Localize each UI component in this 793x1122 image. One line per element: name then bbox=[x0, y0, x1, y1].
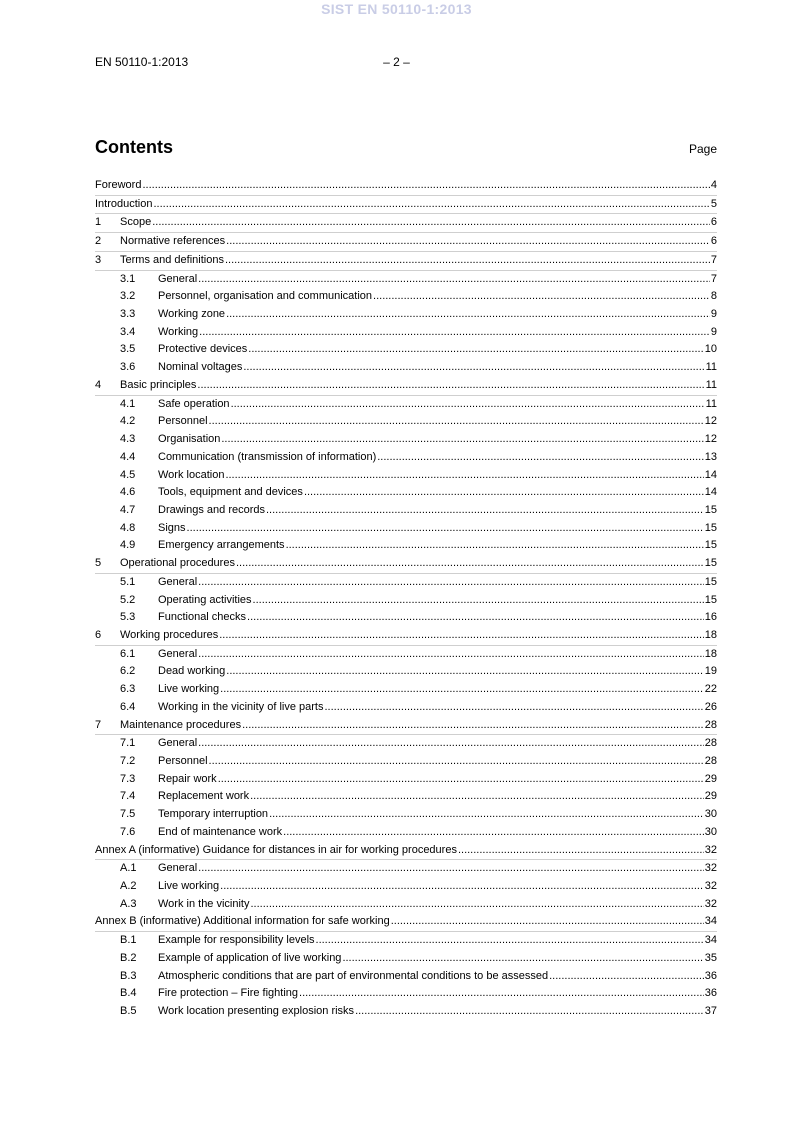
dot-leader bbox=[242, 717, 704, 734]
dot-leader bbox=[142, 177, 709, 194]
toc-entry-number: 7 bbox=[95, 718, 102, 731]
contents-heading: Contents bbox=[95, 137, 173, 157]
toc-entry-title: Emergency arrangements bbox=[158, 539, 285, 552]
toc-entry[interactable] bbox=[95, 699, 717, 717]
toc-entry-page: 8 bbox=[710, 290, 717, 303]
dot-leader bbox=[226, 233, 710, 250]
dot-leader bbox=[373, 288, 710, 305]
toc-entry-page: 7 bbox=[710, 253, 717, 266]
toc-entry-number: 4.5 bbox=[120, 468, 136, 481]
toc-entry[interactable] bbox=[95, 609, 717, 627]
dot-leader bbox=[221, 431, 703, 448]
toc-entry-title: Live working bbox=[158, 880, 220, 893]
toc-entry-title: Working bbox=[158, 325, 199, 338]
toc-entry-number: 2 bbox=[95, 235, 102, 248]
toc-entry-number: B.3 bbox=[120, 969, 137, 982]
toc-entry-page: 6 bbox=[710, 235, 717, 248]
toc-entry-number: 7.3 bbox=[120, 772, 136, 785]
document-id: EN 50110-1:2013 bbox=[95, 55, 189, 69]
dot-leader bbox=[458, 842, 704, 859]
dot-leader bbox=[187, 520, 704, 537]
toc-entry-page: 9 bbox=[710, 325, 717, 338]
toc-entry-page: 11 bbox=[705, 397, 717, 410]
dot-leader bbox=[316, 932, 704, 949]
toc-entry-number: 4.1 bbox=[120, 397, 136, 410]
toc-entry-number: 1 bbox=[95, 216, 102, 229]
toc-entry-title: Nominal voltages bbox=[158, 361, 243, 374]
watermark: SIST EN 50110-1:2013 bbox=[321, 1, 472, 17]
toc-entry-number: B.2 bbox=[120, 951, 137, 964]
toc-entry-page: 11 bbox=[705, 378, 717, 391]
dot-leader bbox=[253, 592, 704, 609]
toc-entry[interactable] bbox=[95, 537, 717, 555]
dot-leader bbox=[197, 377, 704, 394]
toc-entry-number: 4.3 bbox=[120, 433, 136, 446]
toc-entry-page: 26 bbox=[704, 700, 717, 713]
toc-entry-number: A.2 bbox=[120, 880, 137, 893]
toc-entry-title: Replacement work bbox=[158, 790, 250, 803]
toc-entry-number: 3.6 bbox=[120, 361, 136, 374]
toc-entry-page: 35 bbox=[704, 951, 717, 964]
toc-entry-title: Repair work bbox=[158, 772, 217, 785]
dot-leader bbox=[219, 627, 704, 644]
dot-leader bbox=[225, 252, 710, 269]
dot-leader bbox=[269, 806, 704, 823]
toc-entry-title: Work location bbox=[158, 468, 225, 481]
toc-entry-number: B.5 bbox=[120, 1005, 137, 1018]
toc-entry-title: General bbox=[158, 737, 198, 750]
toc-entry-number: 4.7 bbox=[120, 503, 136, 516]
dot-leader bbox=[198, 646, 704, 663]
dot-leader bbox=[198, 574, 704, 591]
dot-leader bbox=[266, 502, 704, 519]
toc-entry-title: Fire protection – Fire fighting bbox=[158, 987, 299, 1000]
toc-entry-page: 32 bbox=[704, 862, 717, 875]
toc-entry-title: Organisation bbox=[158, 433, 221, 446]
dot-leader bbox=[391, 913, 704, 930]
toc-entry[interactable] bbox=[95, 271, 717, 289]
dot-leader bbox=[209, 753, 704, 770]
toc-entry[interactable] bbox=[95, 806, 717, 824]
toc-entry[interactable] bbox=[95, 196, 717, 215]
toc-entry-title: Personnel bbox=[158, 755, 208, 767]
toc-entry-page: 15 bbox=[704, 575, 717, 588]
toc-entry[interactable] bbox=[95, 753, 717, 771]
toc-entry-page: 5 bbox=[710, 197, 717, 210]
toc-entry-title: Terms and definitions bbox=[120, 253, 224, 266]
toc-entry-page: 15 bbox=[704, 593, 717, 606]
page-column-label: Page bbox=[688, 142, 717, 156]
dot-leader bbox=[199, 324, 710, 341]
toc-entry-title: Example for responsibility levels bbox=[158, 934, 315, 947]
toc-entry-page: 14 bbox=[704, 486, 717, 499]
toc-entry[interactable] bbox=[95, 288, 717, 306]
toc-entry-page: 14 bbox=[704, 468, 717, 481]
dot-leader bbox=[225, 467, 703, 484]
toc-entry-number: 3.3 bbox=[120, 308, 136, 321]
toc-entry-number: 3.5 bbox=[120, 343, 136, 356]
toc-entry-page: 6 bbox=[710, 216, 717, 229]
toc-entry-title: Annex A (informative) Guidance for distances in air for working procedures bbox=[95, 843, 457, 856]
toc-entry[interactable] bbox=[95, 467, 717, 485]
dot-leader bbox=[355, 1003, 704, 1020]
toc-entry-page: 36 bbox=[704, 987, 717, 1000]
toc-entry-page: 12 bbox=[704, 415, 717, 428]
toc-entry-page: 22 bbox=[704, 683, 717, 696]
toc-entry-page: 30 bbox=[704, 808, 717, 821]
toc-entry-number: A.1 bbox=[120, 862, 137, 875]
table-of-contents bbox=[95, 177, 717, 1021]
toc-entry[interactable] bbox=[95, 717, 717, 736]
toc-entry-title: Working in the vicinity of live parts bbox=[158, 700, 324, 713]
toc-entry[interactable] bbox=[95, 252, 717, 271]
toc-entry-title: Working procedures bbox=[120, 628, 219, 641]
dot-leader bbox=[226, 663, 703, 680]
toc-entry-title: General bbox=[158, 272, 198, 285]
toc-entry-title: Live working bbox=[158, 683, 220, 696]
toc-entry-number: 4.2 bbox=[120, 415, 136, 428]
toc-entry-page: 34 bbox=[704, 915, 717, 928]
toc-entry[interactable] bbox=[95, 985, 717, 1003]
toc-entry-number: 7.6 bbox=[120, 825, 136, 838]
toc-entry-title: Operating activities bbox=[158, 593, 252, 606]
toc-entry-title: Tools, equipment and devices bbox=[158, 486, 303, 499]
dot-leader bbox=[299, 985, 704, 1002]
toc-entry-number: 5.2 bbox=[120, 593, 136, 606]
toc-entry-title: Personnel, organisation and communication bbox=[158, 290, 373, 303]
toc-entry[interactable] bbox=[95, 592, 717, 610]
dot-leader bbox=[251, 896, 704, 913]
toc-entry-number: 6.2 bbox=[120, 665, 136, 678]
toc-entry-title: Dead working bbox=[158, 665, 226, 678]
toc-entry-number: 4.8 bbox=[120, 521, 136, 534]
dot-leader bbox=[209, 413, 704, 430]
toc-entry[interactable] bbox=[95, 574, 717, 592]
toc-entry-number: 7.4 bbox=[120, 790, 136, 803]
toc-entry-page: 15 bbox=[704, 557, 717, 570]
toc-entry-page: 32 bbox=[704, 843, 717, 856]
dot-leader bbox=[220, 681, 704, 698]
toc-entry-title: Work in the vicinity bbox=[158, 897, 250, 910]
toc-entry-title: Work location presenting explosion risks bbox=[158, 1005, 355, 1018]
toc-entry[interactable] bbox=[95, 788, 717, 806]
toc-entry-title: Foreword bbox=[95, 179, 142, 191]
toc-entry-page: 16 bbox=[704, 611, 717, 624]
page-number: – 2 – bbox=[383, 55, 410, 69]
toc-entry-number: 4.4 bbox=[120, 450, 136, 463]
dot-leader bbox=[243, 359, 704, 376]
dot-leader bbox=[304, 484, 704, 501]
toc-entry-number: 6.1 bbox=[120, 647, 136, 660]
toc-entry-number: 5.1 bbox=[120, 575, 136, 588]
toc-entry[interactable] bbox=[95, 214, 717, 233]
toc-entry-title: Drawings and records bbox=[158, 503, 265, 516]
toc-entry-title: Atmospheric conditions that are part of environmental conditions to be assessed bbox=[158, 969, 549, 982]
dot-leader bbox=[377, 449, 704, 466]
toc-entry-title: Operational procedures bbox=[120, 557, 235, 570]
toc-entry[interactable] bbox=[95, 896, 717, 914]
toc-entry-page: 11 bbox=[705, 361, 717, 374]
toc-entry-title: Temporary interruption bbox=[158, 808, 269, 821]
toc-entry-page: 13 bbox=[704, 450, 717, 463]
toc-entry-title: General bbox=[158, 575, 198, 588]
dot-leader bbox=[152, 214, 710, 231]
toc-entry[interactable] bbox=[95, 341, 717, 359]
toc-entry[interactable] bbox=[95, 681, 717, 699]
dot-leader bbox=[198, 271, 710, 288]
toc-entry[interactable] bbox=[95, 449, 717, 467]
toc-entry-title: Maintenance procedures bbox=[120, 718, 242, 731]
toc-entry[interactable] bbox=[95, 1003, 717, 1021]
toc-entry-page: 9 bbox=[710, 308, 717, 321]
toc-entry[interactable] bbox=[95, 932, 717, 950]
toc-entry[interactable] bbox=[95, 413, 717, 431]
dot-leader bbox=[324, 699, 703, 716]
toc-entry[interactable] bbox=[95, 431, 717, 449]
toc-entry[interactable] bbox=[95, 177, 717, 196]
toc-entry[interactable] bbox=[95, 735, 717, 753]
toc-entry-title: General bbox=[158, 862, 198, 875]
toc-entry-number: 3.2 bbox=[120, 290, 136, 303]
dot-leader bbox=[342, 950, 703, 967]
toc-entry-page: 32 bbox=[704, 897, 717, 910]
toc-entry-number: 4 bbox=[95, 378, 102, 391]
toc-entry-page: 30 bbox=[704, 825, 717, 838]
toc-entry-page: 36 bbox=[704, 969, 717, 982]
toc-entry-page: 10 bbox=[704, 343, 717, 356]
dot-leader bbox=[286, 537, 704, 554]
toc-entry-title: Working zone bbox=[158, 308, 226, 321]
toc-entry-number: B.1 bbox=[120, 934, 137, 947]
toc-entry[interactable] bbox=[95, 396, 717, 414]
toc-entry-page: 32 bbox=[704, 880, 717, 893]
toc-entry-title: Annex B (informative) Additional information for safe working bbox=[95, 915, 390, 928]
toc-entry-number: 3 bbox=[95, 253, 102, 266]
dot-leader bbox=[218, 771, 704, 788]
toc-entry[interactable] bbox=[95, 842, 717, 861]
dot-leader bbox=[198, 735, 704, 752]
dot-leader bbox=[198, 860, 704, 877]
toc-entry-page: 12 bbox=[704, 433, 717, 446]
toc-entry-title: Basic principles bbox=[120, 378, 197, 391]
toc-entry-title: End of maintenance work bbox=[158, 825, 283, 838]
toc-entry[interactable] bbox=[95, 359, 717, 377]
toc-entry-page: 28 bbox=[704, 718, 717, 731]
toc-entry[interactable] bbox=[95, 377, 717, 396]
toc-entry[interactable] bbox=[95, 520, 717, 538]
toc-entry-page: 28 bbox=[704, 737, 717, 750]
toc-entry[interactable] bbox=[95, 968, 717, 986]
toc-entry-number: 6.3 bbox=[120, 683, 136, 696]
toc-entry-page: 34 bbox=[704, 934, 717, 947]
toc-entry-number: 6.4 bbox=[120, 700, 136, 713]
toc-entry-page: 15 bbox=[704, 539, 717, 552]
toc-entry-title: Functional checks bbox=[158, 611, 247, 624]
toc-entry-number: 6 bbox=[95, 628, 102, 641]
toc-entry-number: 4.9 bbox=[120, 539, 136, 552]
toc-entry[interactable] bbox=[95, 950, 717, 968]
toc-entry-number: 5 bbox=[95, 557, 102, 570]
toc-entry-title: Signs bbox=[158, 521, 186, 534]
toc-entry-title: Introduction bbox=[95, 197, 153, 210]
toc-entry-title: Communication (transmission of information) bbox=[158, 450, 377, 463]
toc-entry-title: Scope bbox=[120, 216, 152, 229]
dot-leader bbox=[220, 878, 704, 895]
toc-entry-number: 3.1 bbox=[120, 272, 136, 285]
toc-entry[interactable] bbox=[95, 913, 717, 932]
dot-leader bbox=[153, 196, 709, 213]
toc-entry[interactable] bbox=[95, 324, 717, 342]
toc-entry[interactable] bbox=[95, 627, 717, 646]
toc-entry-number: A.3 bbox=[120, 897, 137, 910]
toc-entry-page: 28 bbox=[704, 755, 717, 767]
dot-leader bbox=[236, 555, 704, 572]
toc-entry-page: 15 bbox=[704, 521, 717, 534]
toc-entry[interactable] bbox=[95, 646, 717, 664]
toc-entry[interactable] bbox=[95, 771, 717, 789]
dot-leader bbox=[250, 788, 704, 805]
toc-entry[interactable] bbox=[95, 878, 717, 896]
toc-entry-title: Personnel bbox=[158, 415, 208, 428]
toc-entry[interactable] bbox=[95, 663, 717, 681]
toc-entry-page: 19 bbox=[704, 665, 717, 678]
toc-entry[interactable] bbox=[95, 233, 717, 252]
toc-entry-title: General bbox=[158, 647, 198, 660]
toc-entry-page: 37 bbox=[704, 1005, 717, 1018]
dot-leader bbox=[283, 824, 704, 841]
toc-entry[interactable] bbox=[95, 555, 717, 574]
toc-entry-page: 29 bbox=[704, 772, 717, 785]
toc-entry-page: 15 bbox=[704, 503, 717, 516]
dot-leader bbox=[231, 396, 705, 413]
toc-entry-number: 7.1 bbox=[120, 737, 136, 750]
dot-leader bbox=[549, 968, 704, 985]
toc-entry[interactable] bbox=[95, 824, 717, 842]
toc-entry[interactable] bbox=[95, 502, 717, 520]
toc-entry-page: 18 bbox=[704, 647, 717, 660]
toc-entry-page: 4 bbox=[710, 179, 717, 191]
toc-entry-title: Example of application of live working bbox=[158, 951, 342, 964]
toc-entry[interactable] bbox=[95, 306, 717, 324]
toc-entry-number: 5.3 bbox=[120, 611, 136, 624]
toc-entry-page: 18 bbox=[704, 628, 717, 641]
toc-entry-number: B.4 bbox=[120, 987, 137, 1000]
dot-leader bbox=[248, 341, 703, 358]
dot-leader bbox=[247, 609, 704, 626]
toc-entry-number: 3.4 bbox=[120, 325, 136, 338]
toc-entry-title: Safe operation bbox=[158, 397, 230, 410]
toc-entry-title: Protective devices bbox=[158, 343, 248, 356]
toc-entry-number: 7.2 bbox=[120, 755, 136, 767]
toc-entry[interactable] bbox=[95, 484, 717, 502]
toc-entry-page: 7 bbox=[710, 272, 717, 285]
dot-leader bbox=[226, 306, 710, 323]
toc-entry-page: 29 bbox=[704, 790, 717, 803]
toc-entry-number: 7.5 bbox=[120, 808, 136, 821]
toc-entry[interactable] bbox=[95, 860, 717, 878]
toc-entry-number: 4.6 bbox=[120, 486, 136, 499]
toc-entry-title: Normative references bbox=[120, 235, 226, 248]
